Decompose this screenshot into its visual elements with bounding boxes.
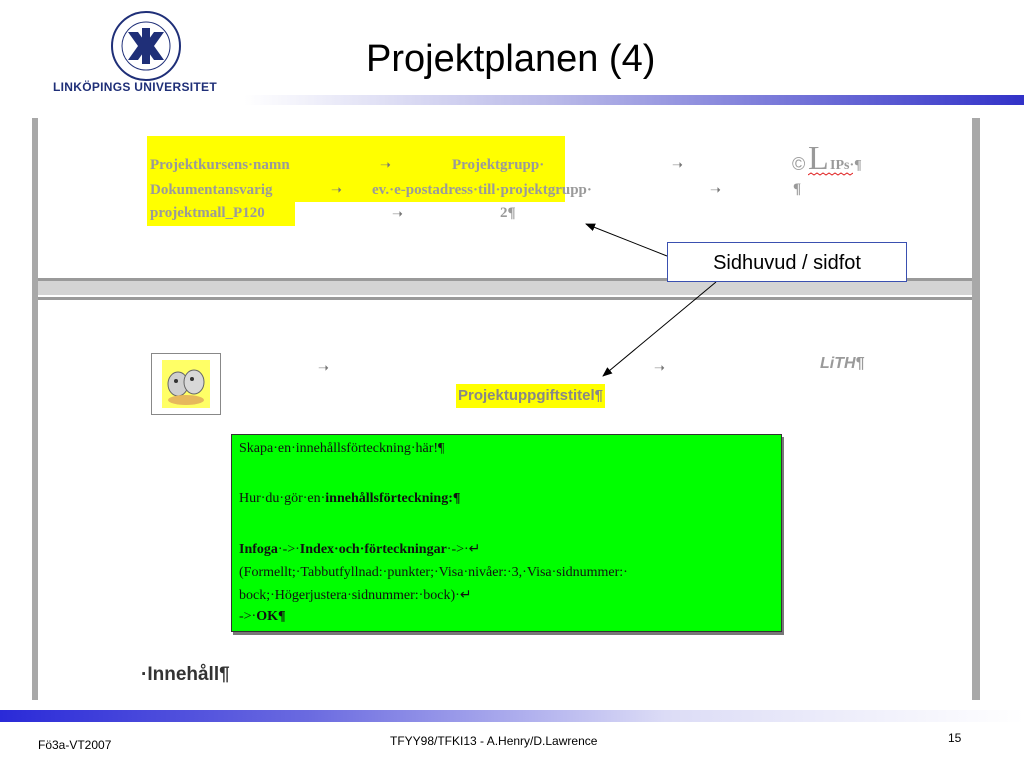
toc-arrow-text: ·->· <box>277 542 300 557</box>
header-project-group: Projektgrupp· <box>452 157 545 173</box>
toc-line-1: Skapa·en·innehållsförteckning·här!¶ <box>239 441 445 456</box>
copyright-symbol: © <box>792 154 806 174</box>
footer-authors: TFYY98/TFKI13 - A.Henry/D.Lawrence <box>390 734 598 748</box>
footer-course-code: Fö3a-VT2007 <box>38 738 112 752</box>
header-email: ev.·e-postadress·till·projektgrupp· <box>372 182 592 198</box>
tab-arrow-icon: ➝ <box>392 206 403 221</box>
toc-infoga: Infoga <box>239 542 278 557</box>
tab-arrow-icon: ➝ <box>710 182 721 197</box>
callout-label: Sidhuvud / sidfot <box>667 242 907 282</box>
university-name: LINKÖPINGS UNIVERSITET <box>53 80 217 94</box>
toc-line-4: (Formellt;·Tabbutfyllnad:·punkter;·Visa·nivåer:·3,·Visa·sidnummer:· <box>239 565 628 580</box>
toc-line-2-bold: innehållsförteckning:¶ <box>325 491 461 506</box>
header-course-name: Projektkursens·namn <box>150 157 290 173</box>
bottom-gradient-bar <box>0 710 1024 722</box>
header-page-number: 2¶ <box>500 205 516 221</box>
lips-logo-letter: L <box>808 140 829 177</box>
header-template-name: projektmall_P120 <box>150 205 265 221</box>
tab-arrow-icon: ➝ <box>672 157 683 172</box>
toc-line-2-text: Hur·du·gör·en· <box>239 491 326 506</box>
tab-arrow-icon: ➝ <box>654 360 665 375</box>
arrow-to-title <box>603 282 716 376</box>
tab-arrow-icon: ➝ <box>318 360 329 375</box>
pilcrow-mark: ¶ <box>793 181 802 197</box>
toc-index-menu: Index·och·förteckningar <box>299 542 447 557</box>
slide-title: Projektplanen (4) <box>366 38 656 80</box>
header-doc-owner: Dokumentansvarig <box>150 182 273 198</box>
project-title: Projektuppgiftstitel¶ <box>456 384 605 408</box>
arrow-to-header <box>586 224 667 256</box>
toc-ok-arrow: ->· <box>239 609 257 624</box>
toc-ok: OK¶ <box>256 609 286 624</box>
tab-arrow-icon: ➝ <box>380 157 391 172</box>
lith-label: LiTH¶ <box>820 355 865 372</box>
tab-arrow-icon: ➝ <box>331 182 342 197</box>
lips-logo-text: IPs·¶ <box>830 158 862 173</box>
slide-number: 15 <box>948 731 962 745</box>
toc-arrow-text-2: ·->·↵ <box>446 542 481 557</box>
contents-heading: ·Innehåll¶ <box>141 664 230 685</box>
toc-line-5: bock;·Högerjustera·sidnummer:·bock)·↵ <box>239 588 472 603</box>
